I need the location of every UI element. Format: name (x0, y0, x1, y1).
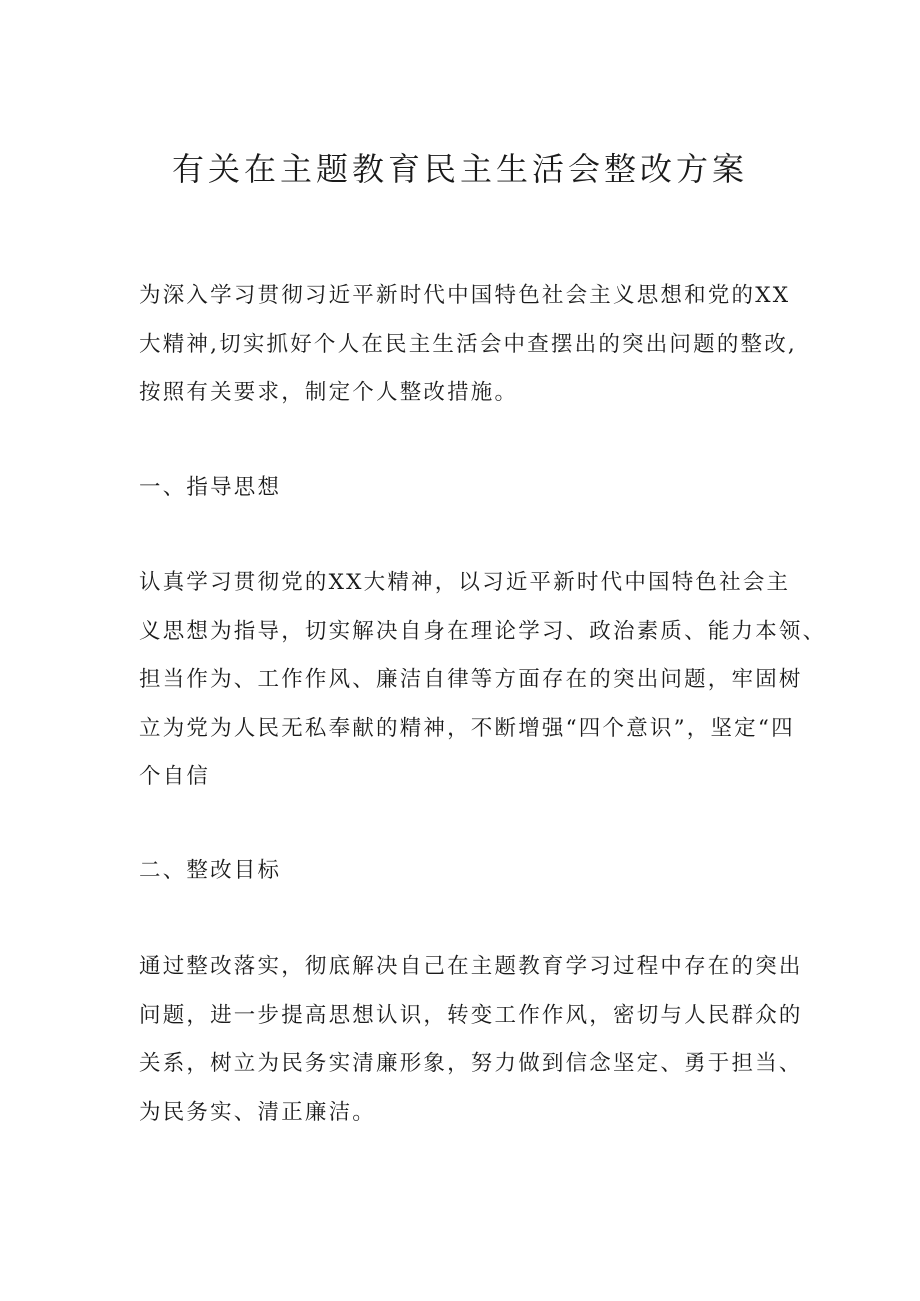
section-2-heading: 二、整改目标 (139, 858, 282, 883)
section-1-line-4: 立为党为人民无私奉献的精神，不断增强“四个意识”，坚定“四 (139, 715, 795, 741)
section-1-heading: 一、指导思想 (139, 475, 282, 500)
section-2-line-4: 为民务实、清正廉洁。 (139, 1099, 377, 1125)
section-2-paragraph (139, 943, 803, 1137)
section-2-line-1: 通过整改落实，彻底解决自己在主题教育学习过程中存在的突出 (139, 954, 803, 979)
intro-line-3: 按照有关要求，制定个人整改措施。 (139, 380, 519, 405)
intro-line-1: 为深入学习贯彻习近平新时代中国特色社会主义思想和党的XX (139, 283, 791, 308)
section-2-line-3: 关系，树立为民务实清廉形象，努力做到信念坚定、勇于担当、 (139, 1051, 803, 1076)
section-1-line-3: 担当作为、工作作风、廉洁自律等方面存在的突出问题，牢固树 (139, 667, 803, 692)
section-1-line-5: 个自信 (139, 764, 211, 789)
section-1-line-1: 认真学习贯彻党的XX大精神，以习近平新时代中国特色社会主 (139, 570, 791, 595)
section-2-line-2: 问题，进一步提高思想认识，转变工作作风，密切与人民群众的 (139, 1002, 803, 1028)
document-title: 有关在主题教育民主生活会整改方案 (171, 150, 748, 188)
section-1-line-2: 义思想为指导，切实解决自身在理论学习、政治素质、能力本领、 (139, 618, 827, 644)
intro-paragraph (139, 272, 799, 418)
section-1-paragraph (139, 559, 827, 802)
intro-line-2: 大精神,切实抓好个人在民主生活会中查摆出的突出问题的整改, (139, 331, 797, 357)
